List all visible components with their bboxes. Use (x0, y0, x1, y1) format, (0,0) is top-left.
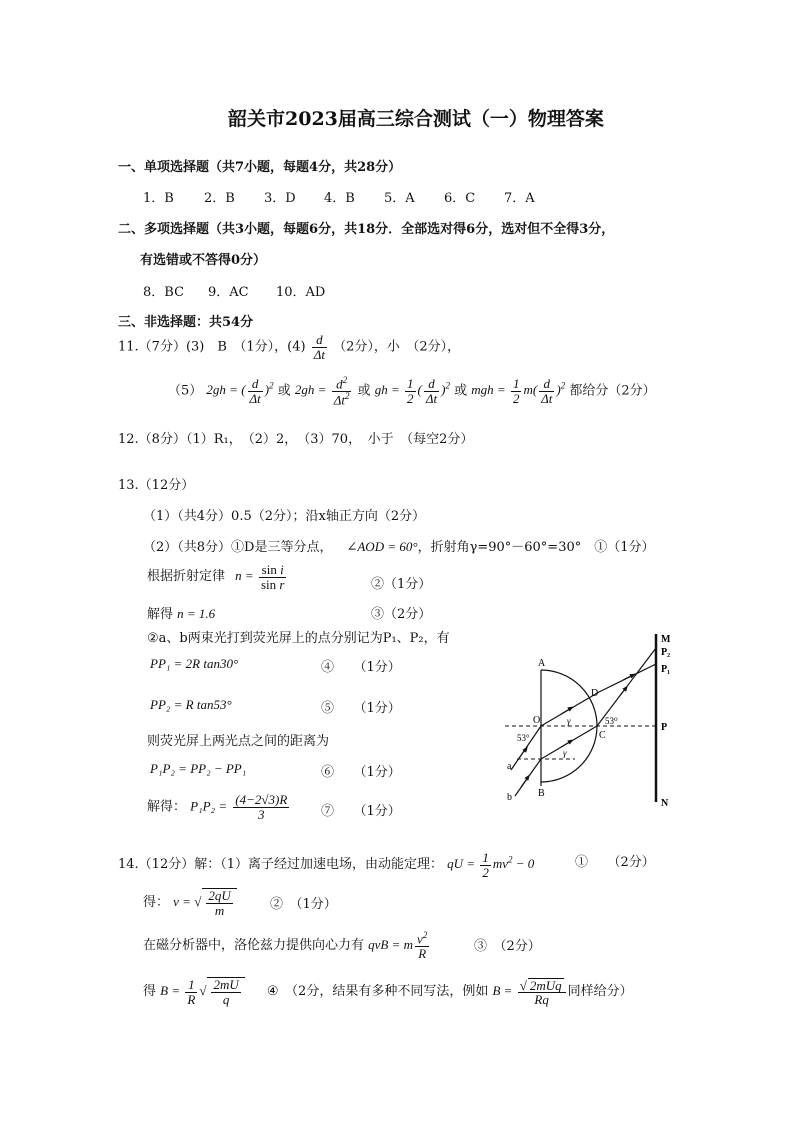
label-b: b (507, 792, 512, 803)
section-1-heading: 一、单项选择题（共7小题，每题4分，共28分） (118, 160, 402, 175)
q11-eq-3: gh = $\frac{1}{2}$ ( $\frac{d}{\Delta t}$ )$^2$ (374, 376, 450, 406)
arrow-b3 (619, 688, 626, 697)
q14-line-1-text: 14.（12分）解：（1）离子经过加速电场，由动能定理： (118, 857, 443, 873)
q13-distance-label: 则荧光屏上两光点之间的距离为 (147, 734, 330, 749)
s2-answer: 9．AC (208, 285, 249, 300)
arrow-a3 (623, 675, 633, 680)
q14-line-4-note: ④ （2分，结果有多种不同写法，例如 (266, 984, 489, 1000)
q11-or: 或 (357, 383, 371, 399)
q13-final-lhs: P₁P₂ = (190, 798, 228, 814)
label-angle-53-out: 53⁰ (605, 716, 618, 726)
s1-answer: 4．B (324, 191, 355, 206)
q13-head: 13.（12分） (118, 478, 195, 493)
s1-answer: 1．B (143, 191, 174, 206)
arrow-a2 (561, 708, 571, 714)
label-angle-53-in: 53° (517, 733, 530, 743)
label-P: P (661, 722, 668, 733)
q14-line-2-label: 得： (143, 895, 170, 911)
q14-line-4-label: 得 (143, 984, 157, 1000)
q13-part-2-text: （2）（共8分）①D是三等分点， (143, 540, 333, 555)
s1-answer: 5．A (384, 191, 415, 206)
s2-answer: 8．BC (143, 285, 185, 300)
q13-solve-label: 解得 (147, 607, 174, 622)
q11-tail: 都给分（2分） (569, 383, 656, 399)
q13-eq-5-score: ⑤ （1分） (321, 701, 401, 716)
arrow-a1 (519, 749, 526, 758)
label-C: C (599, 730, 606, 741)
section-2-heading: 二、多项选择题（共3小题，每题6分，共18分．全部选对得6分，选对但不全得3分， (118, 222, 615, 237)
q12-line: 12.（8分）（1）R₁， （2）2， （3）70， 小于 （每空2分） (118, 432, 474, 447)
section-3-heading: 三、非选择题：共54分 (118, 315, 254, 330)
q14-line-1-score: ① （2分） (575, 855, 655, 870)
q13-solve-score: ③（2分） (371, 607, 432, 622)
s1-answer: 3．D (264, 191, 296, 206)
label-gamma-2: γ (563, 748, 567, 758)
q11-suffix: （2分），小 （2分）， (333, 339, 461, 355)
q13-final-fraction: $\frac{(4-2√3)R}{3}$ (235, 792, 288, 822)
arrow-b2 (561, 741, 571, 747)
arrow-b1 (521, 777, 528, 787)
q11-line-1 (118, 333, 460, 361)
page-title: 韶关市2023届高三综合测试（一）物理答案 (228, 108, 604, 130)
q13-eq-4: PP₁ = 2R tan30° (150, 656, 239, 671)
q13-angle-aod: ∠AOD = 60° (346, 539, 418, 554)
q13-eq-5: PP₂ = R tan53° (150, 697, 232, 712)
q13-eq-6: P₁P₂ = PP₂ − PP₁ (150, 761, 247, 776)
q11-eq-2: 2gh = $\frac{d^2}{\Delta t^2}$ (294, 375, 350, 408)
q14-line-4-end: 同样给分） (567, 984, 633, 1000)
q14-line-2 (143, 888, 237, 917)
q14-line-3-text: 在磁分析器中，洛伦兹力提供向心力有 (143, 937, 365, 953)
optics-diagram (495, 628, 685, 808)
q11-line-2 (168, 376, 656, 407)
label-a: a (507, 761, 512, 772)
q13-final-score: ⑦ （1分） (321, 804, 401, 819)
q14-B-result: B = $\frac{1}{R}$ √ $\frac{2mU}{q}$ (160, 983, 245, 998)
q14-velocity: v = √ $\frac{2qU}{m}$ (173, 894, 237, 909)
q13-law-label: 根据折射定律 (147, 569, 226, 585)
q11-line2-prefix: （5） (168, 383, 203, 399)
label-P2: P₂ (661, 647, 671, 658)
q13-ab-line: ②a、b两束光打到荧光屏上的点分别记为P₁、P₂，有 (147, 631, 450, 646)
q13-n-value: n = 1.6 (177, 606, 216, 621)
label-A: A (538, 658, 546, 669)
q14-line-3 (143, 931, 431, 961)
q13-final-label: 解得： (147, 799, 187, 815)
q14-B-alternate: B = $\frac{\text{√ 2mUq}}{Rq}$ (492, 983, 567, 998)
q11-prefix: 11.（7分）(3) B （1分），(4) (118, 339, 306, 355)
s1-answer: 2．B (204, 191, 235, 206)
s2-answer: 10．AD (276, 285, 326, 300)
q14-line-4 (143, 977, 633, 1007)
q14-line-2-score: ② （1分） (270, 897, 337, 912)
q11-eq-1: 2gh = ( $\frac{d}{\Delta t}$ )$^2$ (206, 376, 274, 406)
s1-answer: 7．A (504, 191, 535, 206)
label-D: D (591, 688, 599, 699)
label-O: O (533, 715, 541, 726)
q14-lorentz-equation: qvB = m $\frac{v^2}{R}$ (368, 930, 428, 961)
q14-energy-equation: qU = $\frac{1}{2}$ $mv^2 - 0$ (447, 850, 535, 880)
s1-answer: 6．C (444, 191, 476, 206)
q13-solve (147, 603, 215, 622)
q14-line-1 (118, 851, 534, 879)
label-gamma-1: γ (567, 716, 571, 726)
label-B: B (538, 788, 545, 799)
q13-eq-6-score: ⑥ （1分） (321, 765, 401, 780)
q11-or: 或 (277, 383, 291, 399)
q11-fraction: $\frac{d}{\Delta t}$ (313, 332, 325, 362)
q13-law-score: ②（1分） (371, 577, 432, 592)
label-M: M (661, 634, 671, 645)
q13-eq-4-score: ④ （1分） (321, 660, 401, 675)
q14-line-3-score: ③ （2分） (474, 939, 541, 954)
q13-final (147, 793, 291, 821)
label-N: N (661, 798, 669, 808)
q13-part-1: （1）（共4分）0.5（2分）；沿x轴正方向（2分） (143, 509, 426, 524)
q13-law-equation: n = $\frac{\text{sin i}}{\text{sin r}}$ (235, 562, 285, 592)
q13-part-2-refraction: ，折射角γ=90°－60°=30° ①（1分） (417, 540, 655, 555)
ray-b-exit (597, 648, 656, 726)
section-2-heading-cont: 有选错或不答得0分） (140, 253, 267, 268)
q13-part-2 (143, 536, 655, 555)
q11-eq-4: mgh = $\frac{1}{2}$ m( $\frac{d}{\Delta t}$ )$^2$ (471, 376, 566, 406)
label-P1: P₁ (661, 664, 671, 675)
q13-law (147, 563, 288, 591)
q11-or: 或 (454, 383, 468, 399)
